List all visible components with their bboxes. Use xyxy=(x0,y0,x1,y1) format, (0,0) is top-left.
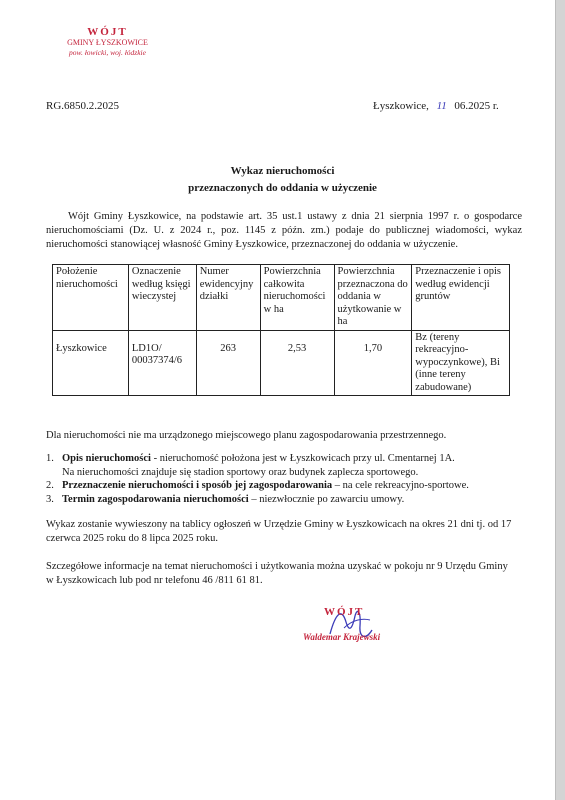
header-parcel-number: Numer ewidencyjny działki xyxy=(196,265,260,331)
cell-parcel-number: 263 xyxy=(196,330,260,396)
document-title: Wykaz nieruchomości xyxy=(230,165,335,177)
details-list xyxy=(46,452,526,506)
intro-text: Wójt Gminy Łyszkowice, na podstawie art. 35 ust.1 ustawy z dnia 21 sierpnia 1997 r. o gospodarce nieruchomościami (Dz. U. z 2024 r., poz. 1145 z późn. zm.) podaje do publicznej wiadomości, wykaz nieruchomości stanowiącej własność Gminy Łyszkowice, przeznaczonej do oddania w użyczenie. xyxy=(46,211,522,250)
stamp-office: GMINY ŁYSZKOWICE xyxy=(67,38,148,47)
list-item xyxy=(46,479,526,493)
list-number: 2. xyxy=(46,480,54,491)
document-subtitle: przeznaczonych do oddania w użyczenie xyxy=(188,182,377,194)
header-total-area: Powierzchnia całkowita nieruchomości w ha xyxy=(260,265,334,331)
contact-paragraph: Szczegółowe informacje na temat nieruchomości i użytkowania można uzyskać w pokoju nr 9 Urzędu Gminy w Łyszkowicach lub pod nr telefonu 46 /811 61 81. xyxy=(46,561,508,586)
list-heading: Przeznaczenie nieruchomości i sposób jej zagospodarowania xyxy=(62,480,333,491)
official-stamp xyxy=(55,26,160,57)
list-extra: Na nieruchomości znajduje się stadion sportowy oraz budynek zaplecza sportowego. xyxy=(62,466,419,478)
list-item xyxy=(46,493,526,507)
signature-title: WÓJT xyxy=(324,606,365,618)
document-reference: RG.6850.2.2025 xyxy=(46,100,120,112)
table-row xyxy=(53,330,510,396)
intro-paragraph xyxy=(46,210,522,252)
signature-stamp xyxy=(300,600,400,650)
place-name: Łyszkowice, xyxy=(373,100,429,112)
list-number: 1. xyxy=(46,453,54,464)
list-heading: Opis nieruchomości xyxy=(62,453,151,464)
cell-use-area: 1,70 xyxy=(334,330,412,396)
header-use-area: Powierzchnia przeznaczona do oddania w użytkowanie w ha xyxy=(334,265,412,331)
stamp-region: pow. łowicki, woj. łódzkie xyxy=(69,48,146,57)
zoning-note: Dla nieruchomości nie ma urządzonego miejscowego planu zagospodarowania przestrzennego. xyxy=(46,430,447,441)
property-table xyxy=(52,264,510,396)
posting-paragraph: Wykaz zostanie wywieszony na tablicy ogłoszeń w Urzędzie Gminy w Łyszkowicach na okres 21 dni tj. od 17 czerwca 2025 roku do 8 lipca 2025 roku. xyxy=(46,519,512,544)
list-heading: Termin zagospodarowania nieruchomości xyxy=(62,493,249,505)
header-location: Położenie nieruchomości xyxy=(53,265,129,331)
stamp-title: WÓJT xyxy=(87,26,128,38)
list-text: – na cele rekreacyjno-sportowe. xyxy=(332,480,469,491)
cell-total-area: 2,53 xyxy=(260,330,334,396)
list-text: – niezwłocznie po zawarciu umowy. xyxy=(248,493,405,505)
cell-land-register: LD1O/ 00037374/6 xyxy=(128,330,196,396)
list-item xyxy=(46,452,526,479)
list-text: - nieruchomość położona jest w Łyszkowicach przy ul. Cmentarnej 1A. xyxy=(150,453,455,464)
handwritten-day: 11 xyxy=(436,100,447,112)
date-rest: 06.2025 r. xyxy=(454,100,499,112)
signature-name: Waldemar Krajewski xyxy=(303,632,381,642)
cell-location: Łyszkowice xyxy=(53,330,129,396)
header-purpose: Przeznaczenie i opis według ewidencji gruntów xyxy=(412,265,510,331)
list-number: 3. xyxy=(46,493,54,505)
page-edge xyxy=(555,0,565,800)
header-land-register: Oznaczenie według księgi wieczystej xyxy=(128,265,196,331)
place-and-date xyxy=(373,100,499,112)
table-header-row xyxy=(53,265,510,331)
cell-purpose: Bz (tereny rekreacyjno-wypoczynkowe), Bi (inne tereny zabudowane) xyxy=(412,330,510,396)
